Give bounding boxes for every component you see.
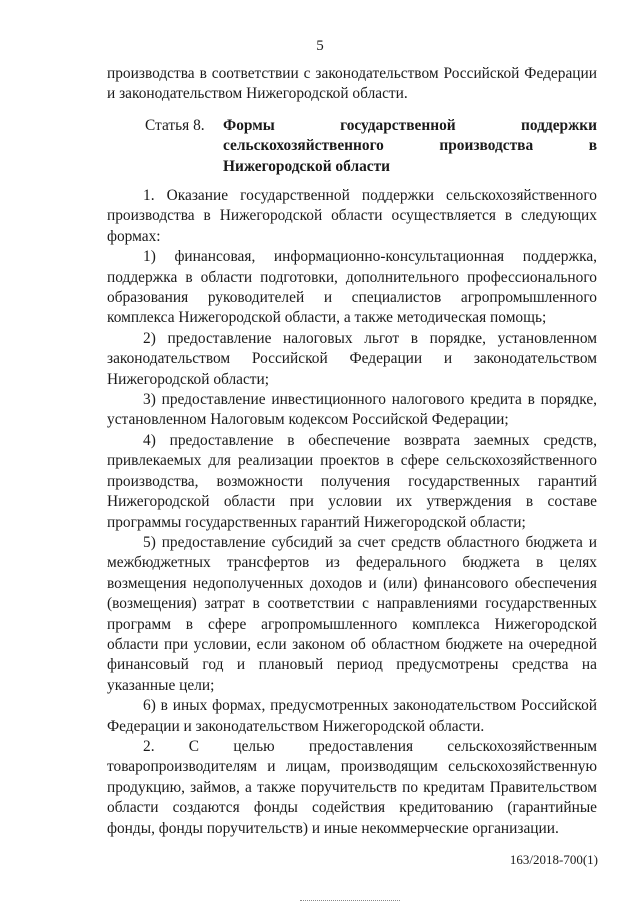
article-title: Формы государственной поддержки сельскохозяйственного производства в Нижегородской области bbox=[223, 117, 597, 175]
article-body bbox=[107, 186, 597, 839]
scan-artifact bbox=[300, 900, 400, 903]
list-item: 3) предоставление инвестиционного налогового кредита в порядке, установленном Налоговым кодексом Российской Федерации; bbox=[107, 391, 597, 429]
page-number: 5 bbox=[316, 38, 324, 54]
list-item: 6) в иных формах, предусмотренных законодательством Российской Федерации и законодательством Нижегородской области. bbox=[107, 697, 597, 735]
list-item: 5) предоставление субсидий за счет средств областного бюджета и межбюджетных трансфертов из федерального бюджета в целях возмещения недополученных доходов и (или) финансового обеспечения (возмещения) затрат в соответствии с направлениями государственных программ в сфере агропромышленного комплекса Нижегородской области при условии, если законом об областном бюджете на очередной финансовый год и плановый период предусмотрены средства на указанные цели; bbox=[107, 533, 597, 694]
list-item: 2) предоставление налоговых льгот в порядке, установленном законодательством Российской Федерации и законодательством Нижегородской области; bbox=[107, 329, 597, 388]
paragraph-intro: 1. Оказание государственной поддержки сельскохозяйственного производства в Нижегородской области осуществляется в следующих формах: bbox=[107, 187, 597, 245]
paragraph-2: 2. С целью предоставления сельскохозяйственным товаропроизводителям и лицам, производящим сельскохозяйственную продукцию, займов, а также поручительств по кредитам Правительством области создаются фонды содействия кредитованию (гарантийные фонды, фонды поручительств) и иные некоммерческие организации. bbox=[107, 737, 597, 837]
list-item: 1) финансовая, информационно-консультационная поддержка, поддержка в области подготовки, дополнительного профессионального образования руководителей и специалистов агропромышленного комплекса Нижегородской области, а также методическая помощь; bbox=[107, 248, 597, 327]
article-label: Статья 8. bbox=[145, 117, 205, 134]
continuation-text: производства в соответствии с законодательством Российской Федерации и законодательством Нижегородской области. bbox=[107, 65, 597, 103]
list-item: 4) предоставление в обеспечение возврата заемных средств, привлекаемых для реализации проектов в сфере сельскохозяйственного производства, возможности получения государственных гарантий Нижегородской области при условии их утверждения в составе программы государственных гарантий Нижегородской области; bbox=[107, 431, 597, 531]
document-code: 163/2018-700(1) bbox=[509, 852, 598, 867]
